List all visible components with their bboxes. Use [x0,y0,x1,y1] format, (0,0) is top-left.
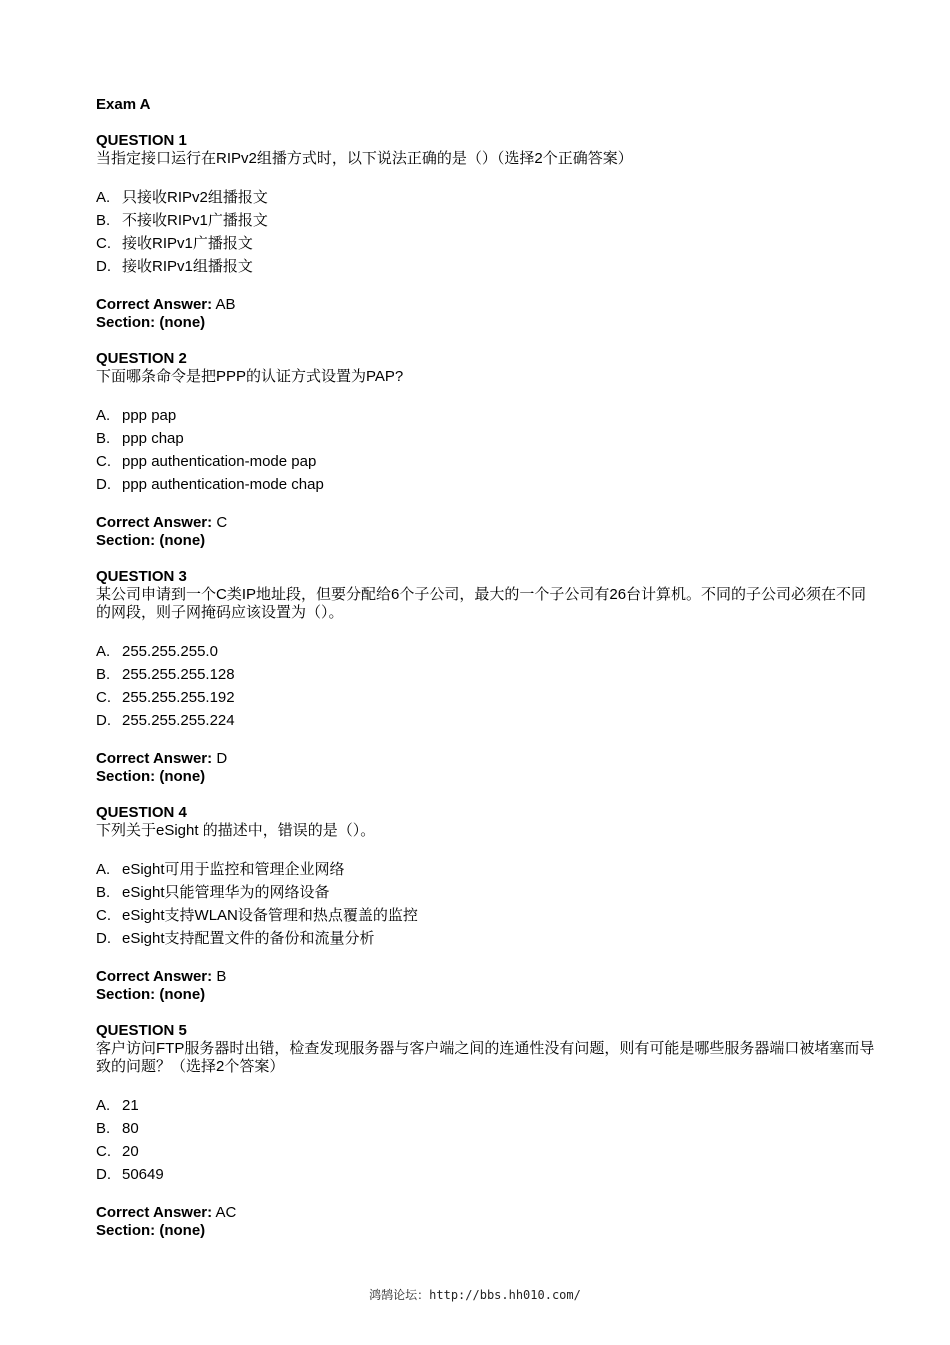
option-letter: D. [96,476,111,493]
correct-answer-value: AC [215,1204,237,1221]
section-line [96,1222,876,1240]
question-text: 某公司申请到一个C类IP地址段，但要分配给6个子公司，最大的一个子公司有26台计算机。不同的子公司必须在不同的网段，则子网掩码应该设置为（）。 [96,586,867,621]
option-letter: B. [96,430,111,447]
correct-answer-value: B [216,968,227,985]
option-text: eSight只能管理华为的网络设备 [122,884,330,901]
option-letter: A. [96,643,111,660]
option-text: 255.255.255.128 [122,666,235,683]
question-block [96,132,876,332]
option-list [96,404,876,496]
option-text: 255.255.255.224 [122,712,235,729]
section-value: (none) [159,986,206,1003]
option-list [96,858,876,950]
question-block [96,1022,876,1240]
question-label: QUESTION 1 [96,132,187,149]
option-item [96,927,876,950]
question-label: QUESTION 3 [96,568,187,585]
option-item [96,1140,876,1163]
question-block [96,568,876,786]
correct-answer-label: Correct Answer: [96,968,213,985]
option-item [96,904,876,927]
correct-answer [96,1204,876,1222]
option-text: ppp authentication-mode chap [122,476,324,493]
section-line [96,532,876,550]
question-label: QUESTION 5 [96,1022,187,1039]
document-page [96,96,876,1258]
option-letter: D. [96,258,111,275]
question-block [96,350,876,550]
correct-answer-value: C [216,514,228,531]
section-label: Section: [96,986,156,1003]
section-value: (none) [159,314,206,331]
section-value: (none) [159,532,206,549]
option-item [96,209,876,232]
option-letter: B. [96,884,111,901]
section-label: Section: [96,1222,156,1239]
option-list [96,640,876,732]
correct-answer-value: AB [215,296,236,313]
correct-answer-label: Correct Answer: [96,514,213,531]
option-item [96,450,876,473]
option-item [96,686,876,709]
option-letter: C. [96,453,111,470]
question-text: 客户访问FTP服务器时出错，检查发现服务器与客户端之间的连通性没有问题，则有可能是哪些服务器端口被堵塞而导致的问题？（选择2个答案） [96,1040,875,1075]
correct-answer-label: Correct Answer: [96,296,213,313]
option-item [96,186,876,209]
option-text: 不接收RIPv1广播报文 [122,212,268,229]
exam-title: Exam A [96,96,151,113]
correct-answer [96,296,876,314]
question-block [96,804,876,1004]
correct-answer-value: D [216,750,228,767]
option-letter: A. [96,189,111,206]
option-item [96,1117,876,1140]
option-letter: C. [96,907,111,924]
section-value: (none) [159,1222,206,1239]
question-text: 下列关于eSight 的描述中，错误的是（）。 [96,822,376,839]
option-text: 80 [122,1120,139,1137]
option-letter: C. [96,235,111,252]
option-text: 255.255.255.0 [122,643,218,660]
option-letter: A. [96,861,111,878]
section-label: Section: [96,532,156,549]
option-item [96,709,876,732]
question-text: 当指定接口运行在RIPv2组播方式时，以下说法正确的是（）（选择2个正确答案） [96,150,633,167]
option-text: eSight支持WLAN设备管理和热点覆盖的监控 [122,907,418,924]
option-item [96,881,876,904]
option-letter: B. [96,212,111,229]
section-label: Section: [96,314,156,331]
option-item [96,663,876,686]
option-text: ppp authentication-mode pap [122,453,317,470]
option-letter: D. [96,712,111,729]
option-text: ppp chap [122,430,184,447]
correct-answer-label: Correct Answer: [96,1204,213,1221]
option-list [96,1094,876,1186]
option-letter: B. [96,666,111,683]
option-text: ppp pap [122,407,177,424]
option-text: eSight可用于监控和管理企业网络 [122,861,345,878]
option-item [96,640,876,663]
option-letter: C. [96,689,111,706]
option-text: 50649 [122,1166,164,1183]
option-item [96,473,876,496]
section-line [96,986,876,1004]
option-text: 接收RIPv1广播报文 [122,235,253,252]
option-text: 21 [122,1097,139,1114]
correct-answer [96,514,876,532]
option-text: 只接收RIPv2组播报文 [122,189,268,206]
correct-answer [96,750,876,768]
option-item [96,1094,876,1117]
question-label: QUESTION 4 [96,804,187,821]
option-item [96,1163,876,1186]
option-letter: A. [96,1097,111,1114]
option-item [96,404,876,427]
page-footer: 鸿鹄论坛：http://bbs.hh010.com/ [369,1288,581,1302]
section-label: Section: [96,768,156,785]
correct-answer-label: Correct Answer: [96,750,213,767]
section-value: (none) [159,768,206,785]
option-item [96,255,876,278]
option-text: 接收RIPv1组播报文 [122,258,253,275]
option-letter: C. [96,1143,111,1160]
option-letter: D. [96,930,111,947]
option-text: 20 [122,1143,139,1160]
question-label: QUESTION 2 [96,350,187,367]
correct-answer [96,968,876,986]
option-letter: A. [96,407,111,424]
option-letter: D. [96,1166,111,1183]
section-line [96,314,876,332]
option-letter: B. [96,1120,111,1137]
option-text: 255.255.255.192 [122,689,235,706]
option-item [96,427,876,450]
section-line [96,768,876,786]
option-item [96,858,876,881]
option-list [96,186,876,278]
option-item [96,232,876,255]
question-list [96,132,876,1240]
option-text: eSight支持配置文件的备份和流量分析 [122,930,375,947]
question-text: 下面哪条命令是把PPP的认证方式设置为PAP? [96,368,404,385]
